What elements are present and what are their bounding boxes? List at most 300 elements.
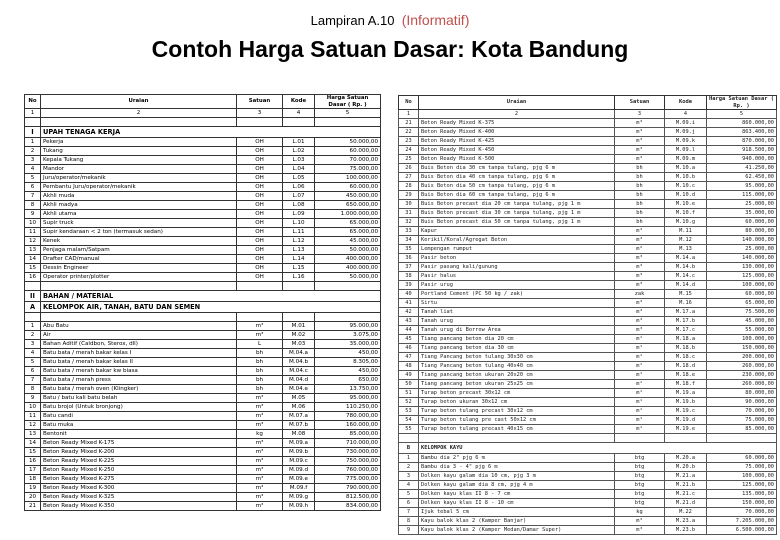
row-no: 13 [25,430,41,439]
row-satuan: OH [237,219,283,228]
row-satuan: OH [237,246,283,255]
row-uraian: Dolken kayu galam dia 8 cm, pjg 4 m [419,481,615,490]
table-row [399,272,777,281]
row-no: 54 [399,416,419,425]
row-harga: 25.000,00 [707,200,777,209]
row-uraian: Tanah urug [419,317,615,326]
row-kode: M.09.l [665,146,707,155]
row-satuan: OH [237,156,283,165]
row-kode: L.01 [283,138,315,147]
row-harga: 25.000,00 [707,245,777,254]
row-uraian: Turap beton tulang pre cast 50x12 cm [419,416,615,425]
row-uraian: Supir kendaraan < 2 ton (termasuk sedan) [41,228,237,237]
row-no: 2 [25,331,41,340]
row-uraian: Tanah urug di Borrow Area [419,326,615,335]
row-uraian: Bentonit [41,430,237,439]
table-row [25,340,381,349]
row-kode: L.07 [283,192,315,201]
table-row [25,174,381,183]
row-no: 36 [399,254,419,263]
row-kode: M.14.d [665,281,707,290]
table-row [25,237,381,246]
row-kode: M.22 [665,508,707,517]
row-satuan: m¹ [615,380,665,389]
table-row [399,227,777,236]
table-row [25,331,381,340]
row-satuan: m³ [615,137,665,146]
table-row [399,218,777,227]
table-row [399,344,777,353]
row-satuan: btg [615,499,665,508]
row-uraian: Bambu dia 2" pjg 6 m [419,454,615,463]
table-row [399,263,777,272]
row-satuan: m¹ [615,353,665,362]
row-kode: M.10.a [665,164,707,173]
row-kode: L.12 [283,237,315,246]
row-satuan: OH [237,192,283,201]
table-row [25,475,381,484]
table-row [25,358,381,367]
row-satuan: m¹ [615,398,665,407]
row-kode: M.19.c [665,407,707,416]
table-row [399,490,777,499]
row-no: 5 [399,490,419,499]
row-satuan: m³ [237,403,283,412]
row-satuan: m³ [615,526,665,535]
row-harga: 125.000,00 [707,481,777,490]
row-satuan: m¹ [615,335,665,344]
row-kode: L.15 [283,264,315,273]
row-uraian: Buis Beton dia 60 cm tanpa tulang, pjg 6 m [419,191,615,200]
row-uraian: Tiang pancang beton dia 20 cm [419,335,615,344]
row-no: 1 [25,322,41,331]
row-no: 52 [399,398,419,407]
row-no: 11 [25,228,41,237]
row-uraian: Batu bata / merah bakar kelas II [41,358,237,367]
table-row [399,398,777,407]
row-kode: M.19.d [665,416,707,425]
row-harga: 70.000,00 [707,407,777,416]
row-kode: M.07.a [283,412,315,421]
row-harga: 95.000,00 [315,394,381,403]
row-uraian: Beton Ready Mixed K-175 [41,439,237,448]
row-kode: M.20.a [665,454,707,463]
row-harga: 55.000,00 [707,326,777,335]
row-harga: 1.000.000,00 [315,210,381,219]
table-row [25,484,381,493]
row-no: 17 [25,466,41,475]
row-satuan: m³ [615,155,665,164]
column-index: 3 [237,109,283,118]
table-row [399,200,777,209]
row-uraian: Batu brojol (Untuk bronjong) [41,403,237,412]
row-no: 32 [399,218,419,227]
row-satuan: OH [237,201,283,210]
row-kode: M.04.c [283,367,315,376]
row-kode: M.14.b [665,263,707,272]
row-kode: M.09.d [283,466,315,475]
table-row [399,353,777,362]
row-harga: 13.750,00 [315,385,381,394]
col-satuan: Satuan [237,95,283,109]
col-uraian: Uraian [419,96,615,110]
row-no: 9 [25,210,41,219]
row-no: 7 [25,192,41,201]
row-no: 38 [399,272,419,281]
row-harga: 62.450,00 [707,173,777,182]
column-index-row [399,110,777,119]
row-harga: 80.000,00 [707,227,777,236]
row-no: 40 [399,290,419,299]
table-row [399,362,777,371]
table-row [25,430,381,439]
table-row [399,254,777,263]
col-no: No [25,95,41,109]
section-roman: A [25,302,41,313]
row-satuan: btg [615,454,665,463]
table-row [399,407,777,416]
row-no: 14 [25,439,41,448]
row-uraian: Beton Ready Mixed K-400 [419,128,615,137]
row-satuan: OH [237,237,283,246]
column-index: 2 [41,109,237,118]
row-no: 18 [25,475,41,484]
row-no: 21 [399,119,419,128]
row-harga: 450,00 [315,349,381,358]
column-index: 4 [665,110,707,119]
row-harga: 125.000,00 [707,272,777,281]
row-uraian: Kerikil/Koral/Agregat Beton [419,236,615,245]
row-harga: 45.000,00 [315,237,381,246]
table-row [399,128,777,137]
table-row [25,322,381,331]
row-kode: L.10 [283,219,315,228]
table-row [399,481,777,490]
row-no: 3 [25,340,41,349]
col-uraian: Uraian [41,95,237,109]
row-no: 3 [25,156,41,165]
row-kode: M.09.m [665,155,707,164]
column-index-row [25,109,381,118]
table-row [399,245,777,254]
table-row [399,290,777,299]
row-kode: M.23.b [665,526,707,535]
row-uraian: Buis Beton dia 40 cm tanpa tulang, pjg 6 m [419,173,615,182]
row-harga: 90.000,00 [707,398,777,407]
row-kode: M.09.a [283,439,315,448]
row-kode: M.10.f [665,209,707,218]
table-row [399,472,777,481]
section-roman: II [25,291,41,302]
row-uraian: Operator printer/plotter [41,273,237,282]
row-kode: M.23.a [665,517,707,526]
row-harga: 918.500,00 [707,146,777,155]
row-no: 7 [399,508,419,517]
row-uraian: Tiang Pancang beton tulang 30x30 cm [419,353,615,362]
row-kode: L.09 [283,210,315,219]
row-satuan: bh [237,358,283,367]
table-row [25,457,381,466]
table-row [399,526,777,535]
row-uraian: Beton Ready Mixed K-250 [41,466,237,475]
row-uraian: Beton Ready Mixed K-200 [41,448,237,457]
row-satuan: bh [615,209,665,218]
row-no: 8 [399,517,419,526]
row-kode: L.04 [283,165,315,174]
row-harga: 35.000,00 [315,340,381,349]
row-harga: 60.000,00 [315,147,381,156]
table-row [25,349,381,358]
row-harga: 45.000,00 [707,317,777,326]
table-row [399,317,777,326]
row-uraian: Pasir urug [419,281,615,290]
table-header-row [399,96,777,110]
row-harga: 870.000,00 [707,137,777,146]
row-harga: 65.000,00 [707,299,777,308]
spacer-row [25,282,381,291]
row-kode: M.09.b [283,448,315,457]
row-harga: 130.000,00 [707,263,777,272]
row-kode: M.16 [665,299,707,308]
spacer-row [25,118,381,127]
row-satuan: m³ [237,439,283,448]
row-satuan: btg [615,463,665,472]
row-satuan: OH [237,174,283,183]
row-satuan: bh [615,218,665,227]
row-kode: M.21.a [665,472,707,481]
table-row [399,508,777,517]
table-row [25,466,381,475]
row-uraian: Beton Ready Mixed K-350 [41,502,237,511]
row-no: 2 [399,463,419,472]
row-no: 11 [25,412,41,421]
row-no: 50 [399,380,419,389]
row-uraian: Kepala Tukang [41,156,237,165]
table-row [399,371,777,380]
row-kode: M.09.g [283,493,315,502]
row-kode: M.04.d [283,376,315,385]
row-harga: 95.000,00 [315,322,381,331]
row-satuan: m³ [615,227,665,236]
row-no: 12 [25,237,41,246]
table-row [399,499,777,508]
row-satuan: m³ [237,466,283,475]
row-uraian: Abu Batu [41,322,237,331]
row-uraian: Dessin Engineer [41,264,237,273]
row-uraian: Buis Beton precast dia 50 cm tanpa tulang, pjg 1 m [419,218,615,227]
row-no: 4 [399,481,419,490]
row-no: 14 [25,255,41,264]
row-kode: M.18.b [665,344,707,353]
row-no: 34 [399,236,419,245]
row-no: 41 [399,299,419,308]
row-kode: M.03 [283,340,315,349]
table-row [25,273,381,282]
row-no: 29 [399,191,419,200]
table-row [399,281,777,290]
row-no: 47 [399,353,419,362]
col-no: No [399,96,419,110]
row-uraian: Tanah liat [419,308,615,317]
row-harga: 400.000,00 [315,264,381,273]
row-uraian: Kenek [41,237,237,246]
row-no: 31 [399,209,419,218]
row-kode: M.19.b [665,398,707,407]
table-row [25,439,381,448]
row-no: 49 [399,371,419,380]
table-row [25,210,381,219]
row-no: 12 [25,421,41,430]
table-row [25,246,381,255]
column-index: 1 [25,109,41,118]
section-label: BAHAN / MATERIAL [41,291,381,302]
row-kode: M.20.b [665,463,707,472]
row-uraian: Beton Ready Mixed K-375 [419,119,615,128]
row-no: 5 [25,358,41,367]
row-satuan: m¹ [615,362,665,371]
row-no: 8 [25,201,41,210]
row-no: 35 [399,245,419,254]
row-kode: M.14.a [665,254,707,263]
row-no: 19 [25,484,41,493]
row-no: 15 [25,264,41,273]
row-kode: M.12 [665,236,707,245]
table-row [25,147,381,156]
row-harga: 812.500,00 [315,493,381,502]
row-no: 22 [399,128,419,137]
row-satuan: m¹ [615,425,665,434]
section-label: UPAH TENAGA KERJA [41,127,381,138]
row-no: 37 [399,263,419,272]
appendix-label: Lampiran A.10 (Informatif) [310,12,470,28]
row-kode: L.11 [283,228,315,237]
row-harga: 60.000,00 [707,218,777,227]
row-harga: 100.000,00 [707,472,777,481]
row-kode: M.10.b [665,173,707,182]
row-satuan: m³ [237,394,283,403]
row-harga: 150.000,00 [707,344,777,353]
row-harga: 80.000,00 [707,389,777,398]
row-harga: 775.000,00 [315,475,381,484]
row-satuan: m³ [237,412,283,421]
row-kode: M.19.e [665,425,707,434]
row-no: 39 [399,281,419,290]
row-uraian: Turap beton tulang precast 30x12 cm [419,407,615,416]
row-harga: 450.000,00 [315,192,381,201]
table-row [399,380,777,389]
row-uraian: Akhli utama [41,210,237,219]
row-uraian: Bahan Aditif (Caldbon, Sterox, dll) [41,340,237,349]
row-harga: 3.075,00 [315,331,381,340]
row-harga: 730.000,00 [315,448,381,457]
row-satuan: m³ [237,502,283,511]
row-kode: M.17.b [665,317,707,326]
row-uraian: Beton Ready Mixed K-275 [41,475,237,484]
row-kode: M.10.e [665,200,707,209]
row-harga: 75.000,00 [707,463,777,472]
table-row [25,493,381,502]
table-row [399,155,777,164]
table-row [399,119,777,128]
row-satuan: m³ [615,146,665,155]
table-row [25,264,381,273]
row-satuan: m² [615,245,665,254]
row-kode: M.07.b [283,421,315,430]
section-row [25,302,381,313]
section-row [399,443,777,454]
row-no: 21 [25,502,41,511]
row-harga: 863.400,00 [707,128,777,137]
row-uraian: Batu bata / merah oven (Klingker) [41,385,237,394]
row-uraian: Tiang pancang beton dia 30 cm [419,344,615,353]
row-kode: M.04.b [283,358,315,367]
row-uraian: Kayu balok klas 2 (Kamper Medan/Damar Super) [419,526,615,535]
row-harga: 110.250,00 [315,403,381,412]
row-uraian: Pekerja [41,138,237,147]
row-harga: 790.000,00 [315,484,381,493]
row-harga: 60.000,00 [707,290,777,299]
row-uraian: Tiang pancang beton ukuran 20x20 cm [419,371,615,380]
row-kode: L.03 [283,156,315,165]
row-satuan: m³ [615,236,665,245]
row-no: 6 [25,183,41,192]
row-no: 33 [399,227,419,236]
row-uraian: Beton Ready Mixed K-225 [41,457,237,466]
row-kode: M.17.c [665,326,707,335]
row-uraian: Ijuk tebal 5 cm [419,508,615,517]
row-harga: 60.000,00 [707,454,777,463]
row-harga: 75.000,00 [707,416,777,425]
table-row [25,394,381,403]
table-row [25,421,381,430]
left-price-table [24,94,381,511]
row-kode: M.13 [665,245,707,254]
row-no: 6 [25,367,41,376]
row-uraian: Batu bata / merah bakar kelas I [41,349,237,358]
row-satuan: kg [615,508,665,517]
row-harga: 65.000,00 [315,228,381,237]
row-satuan: m³ [237,457,283,466]
row-uraian: Buis Beton precast dia 20 cm tanpa tulang, pjg 1 m [419,200,615,209]
row-harga: 230.000,00 [707,371,777,380]
row-uraian: Beton Ready Mixed K-300 [41,484,237,493]
row-satuan: m³ [615,254,665,263]
row-kode: M.18.c [665,353,707,362]
row-satuan: OH [237,273,283,282]
section-row [25,127,381,138]
page-title: Contoh Harga Satuan Dasar: Kota Bandung [151,36,629,62]
row-satuan: OH [237,183,283,192]
row-kode: M.17.a [665,308,707,317]
row-uraian: Dolken kayu galam dia 10 cm, pjg 3 m [419,472,615,481]
row-harga: 85.000,00 [707,425,777,434]
row-no: 9 [25,394,41,403]
table-row [25,448,381,457]
row-uraian: Air [41,331,237,340]
table-header-row [25,95,381,109]
row-kode: M.09.k [665,137,707,146]
row-satuan: bh [237,367,283,376]
row-no: 55 [399,425,419,434]
table-row [399,173,777,182]
col-kode: Kode [665,96,707,110]
row-harga: 140.000,00 [707,236,777,245]
row-satuan: OH [237,147,283,156]
row-satuan: bh [615,200,665,209]
row-no: 1 [25,138,41,147]
row-uraian: Buis Beton precast dia 30 cm tanpa tulang, pjg 1 m [419,209,615,218]
row-satuan: m³ [615,128,665,137]
